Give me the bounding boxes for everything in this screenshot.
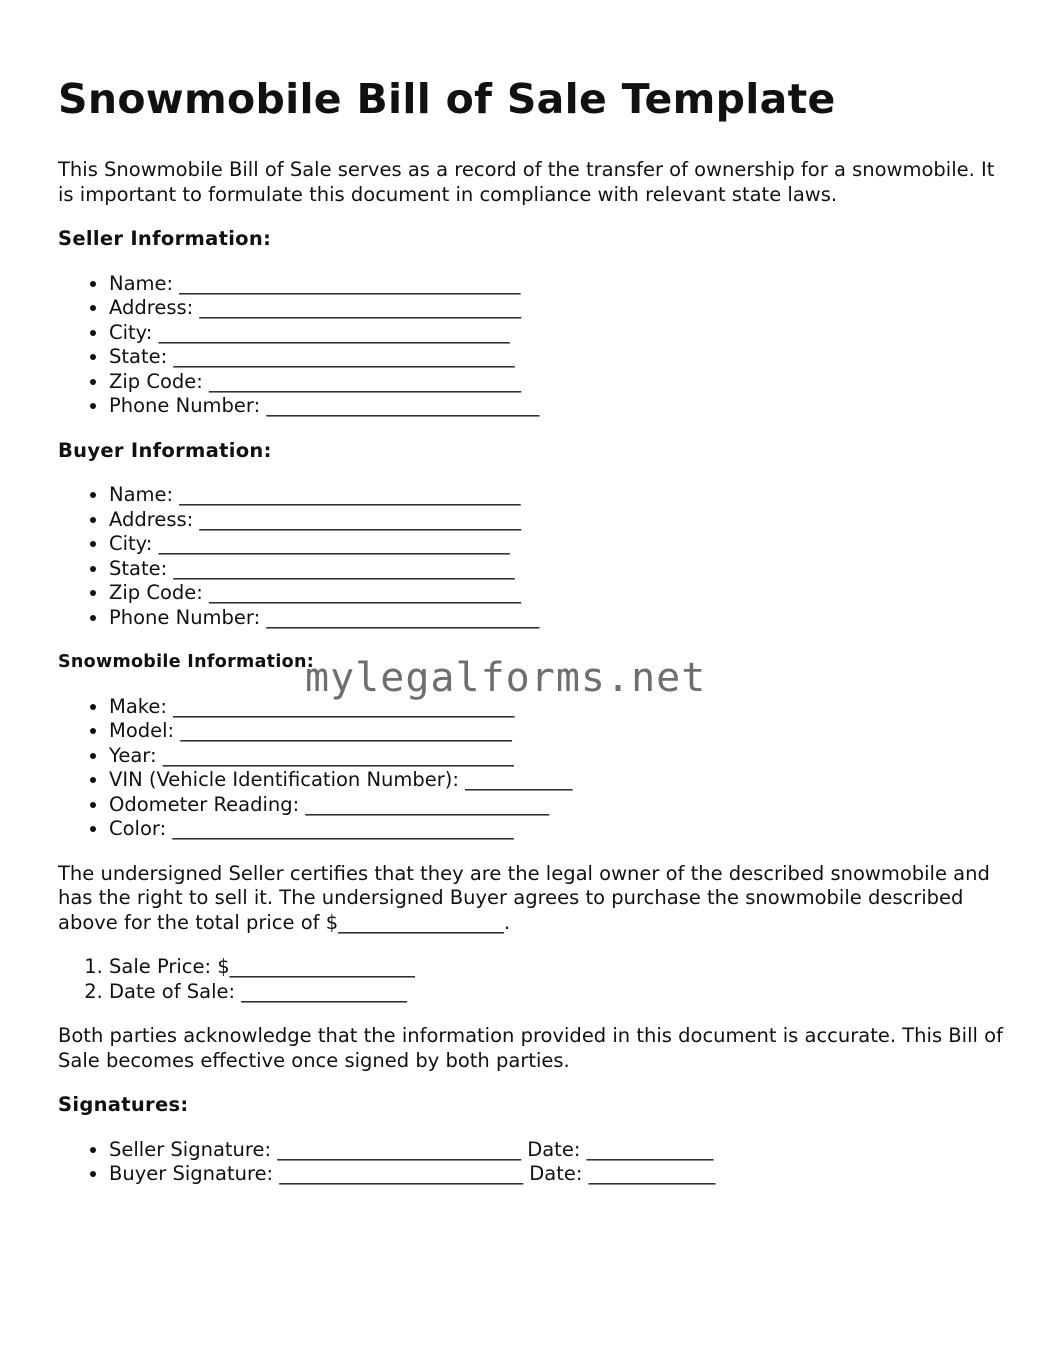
buyer-name-field: • Name: ___________________________________ [109, 483, 1003, 508]
buyer-city-field: • City: ____________________________________ [109, 532, 1003, 557]
sale-date-field: 2. Date of Sale: _________________ [109, 980, 1003, 1005]
signatures-list [58, 1138, 1003, 1187]
seller-signature-field: • Seller Signature: _________________________ Date: _____________ [109, 1138, 1003, 1163]
buyer-signature-field: • Buyer Signature: _________________________ Date: _____________ [109, 1162, 1003, 1187]
buyer-state-field: • State: ___________________________________ [109, 557, 1003, 582]
seller-state-field: • State: ___________________________________ [109, 345, 1003, 370]
buyer-address-field: • Address: _________________________________ [109, 508, 1003, 533]
buyer-heading: Buyer Information: [58, 438, 272, 462]
certification-paragraph: The undersigned Seller certifies that they are the legal owner of the described snowmobile and has the right to sell it. The undersigned Buyer agrees to purchase the snowmobile described above for the total price of $_________________. [58, 861, 990, 934]
acknowledgement-paragraph: Both parties acknowledge that the information provided in this document is accurate. This Bill of Sale becomes effective once signed by both parties. [58, 1024, 1003, 1072]
snowmobile-vin-field: • VIN (Vehicle Identification Number): ___________ [109, 768, 1003, 793]
snowmobile-odometer-field: • Odometer Reading: _________________________ [109, 793, 1003, 818]
intro-paragraph: This Snowmobile Bill of Sale serves as a record of the transfer of ownership for a snowmobile. It is important to formulate this document in compliance with relevant state laws. [58, 158, 995, 206]
seller-heading: Seller Information: [58, 227, 272, 250]
snowmobile-make-field: • Make: ___________________________________ [109, 695, 1003, 720]
document-page [58, 70, 1003, 1207]
buyer-zip-field: • Zip Code: ________________________________ [109, 581, 1003, 606]
signatures-heading: Signatures: [58, 1093, 189, 1116]
seller-name-field: • Name: ___________________________________ [109, 272, 1003, 297]
seller-phone-field: • Phone Number: ____________________________ [109, 394, 1003, 419]
snowmobile-list [58, 695, 1003, 842]
snowmobile-color-field: • Color: ___________________________________ [109, 817, 1003, 842]
snowmobile-model-field: • Model: __________________________________ [109, 719, 1003, 744]
buyer-list [58, 483, 1003, 630]
seller-zip-field: • Zip Code: ________________________________ [109, 370, 1003, 395]
seller-city-field: • City: ____________________________________ [109, 321, 1003, 346]
buyer-phone-field: • Phone Number: ____________________________ [109, 606, 1003, 631]
document-title: Snowmobile Bill of Sale Template [58, 75, 836, 123]
seller-address-field: • Address: _________________________________ [109, 296, 1003, 321]
seller-list [58, 272, 1003, 419]
snowmobile-heading: Snowmobile Information: [58, 652, 315, 672]
snowmobile-year-field: • Year: ____________________________________ [109, 744, 1003, 769]
watermark: mylegalforms.net [305, 655, 707, 701]
sale-list [58, 955, 1003, 1004]
sale-price-field: 1. Sale Price: $___________________ [109, 955, 1003, 980]
